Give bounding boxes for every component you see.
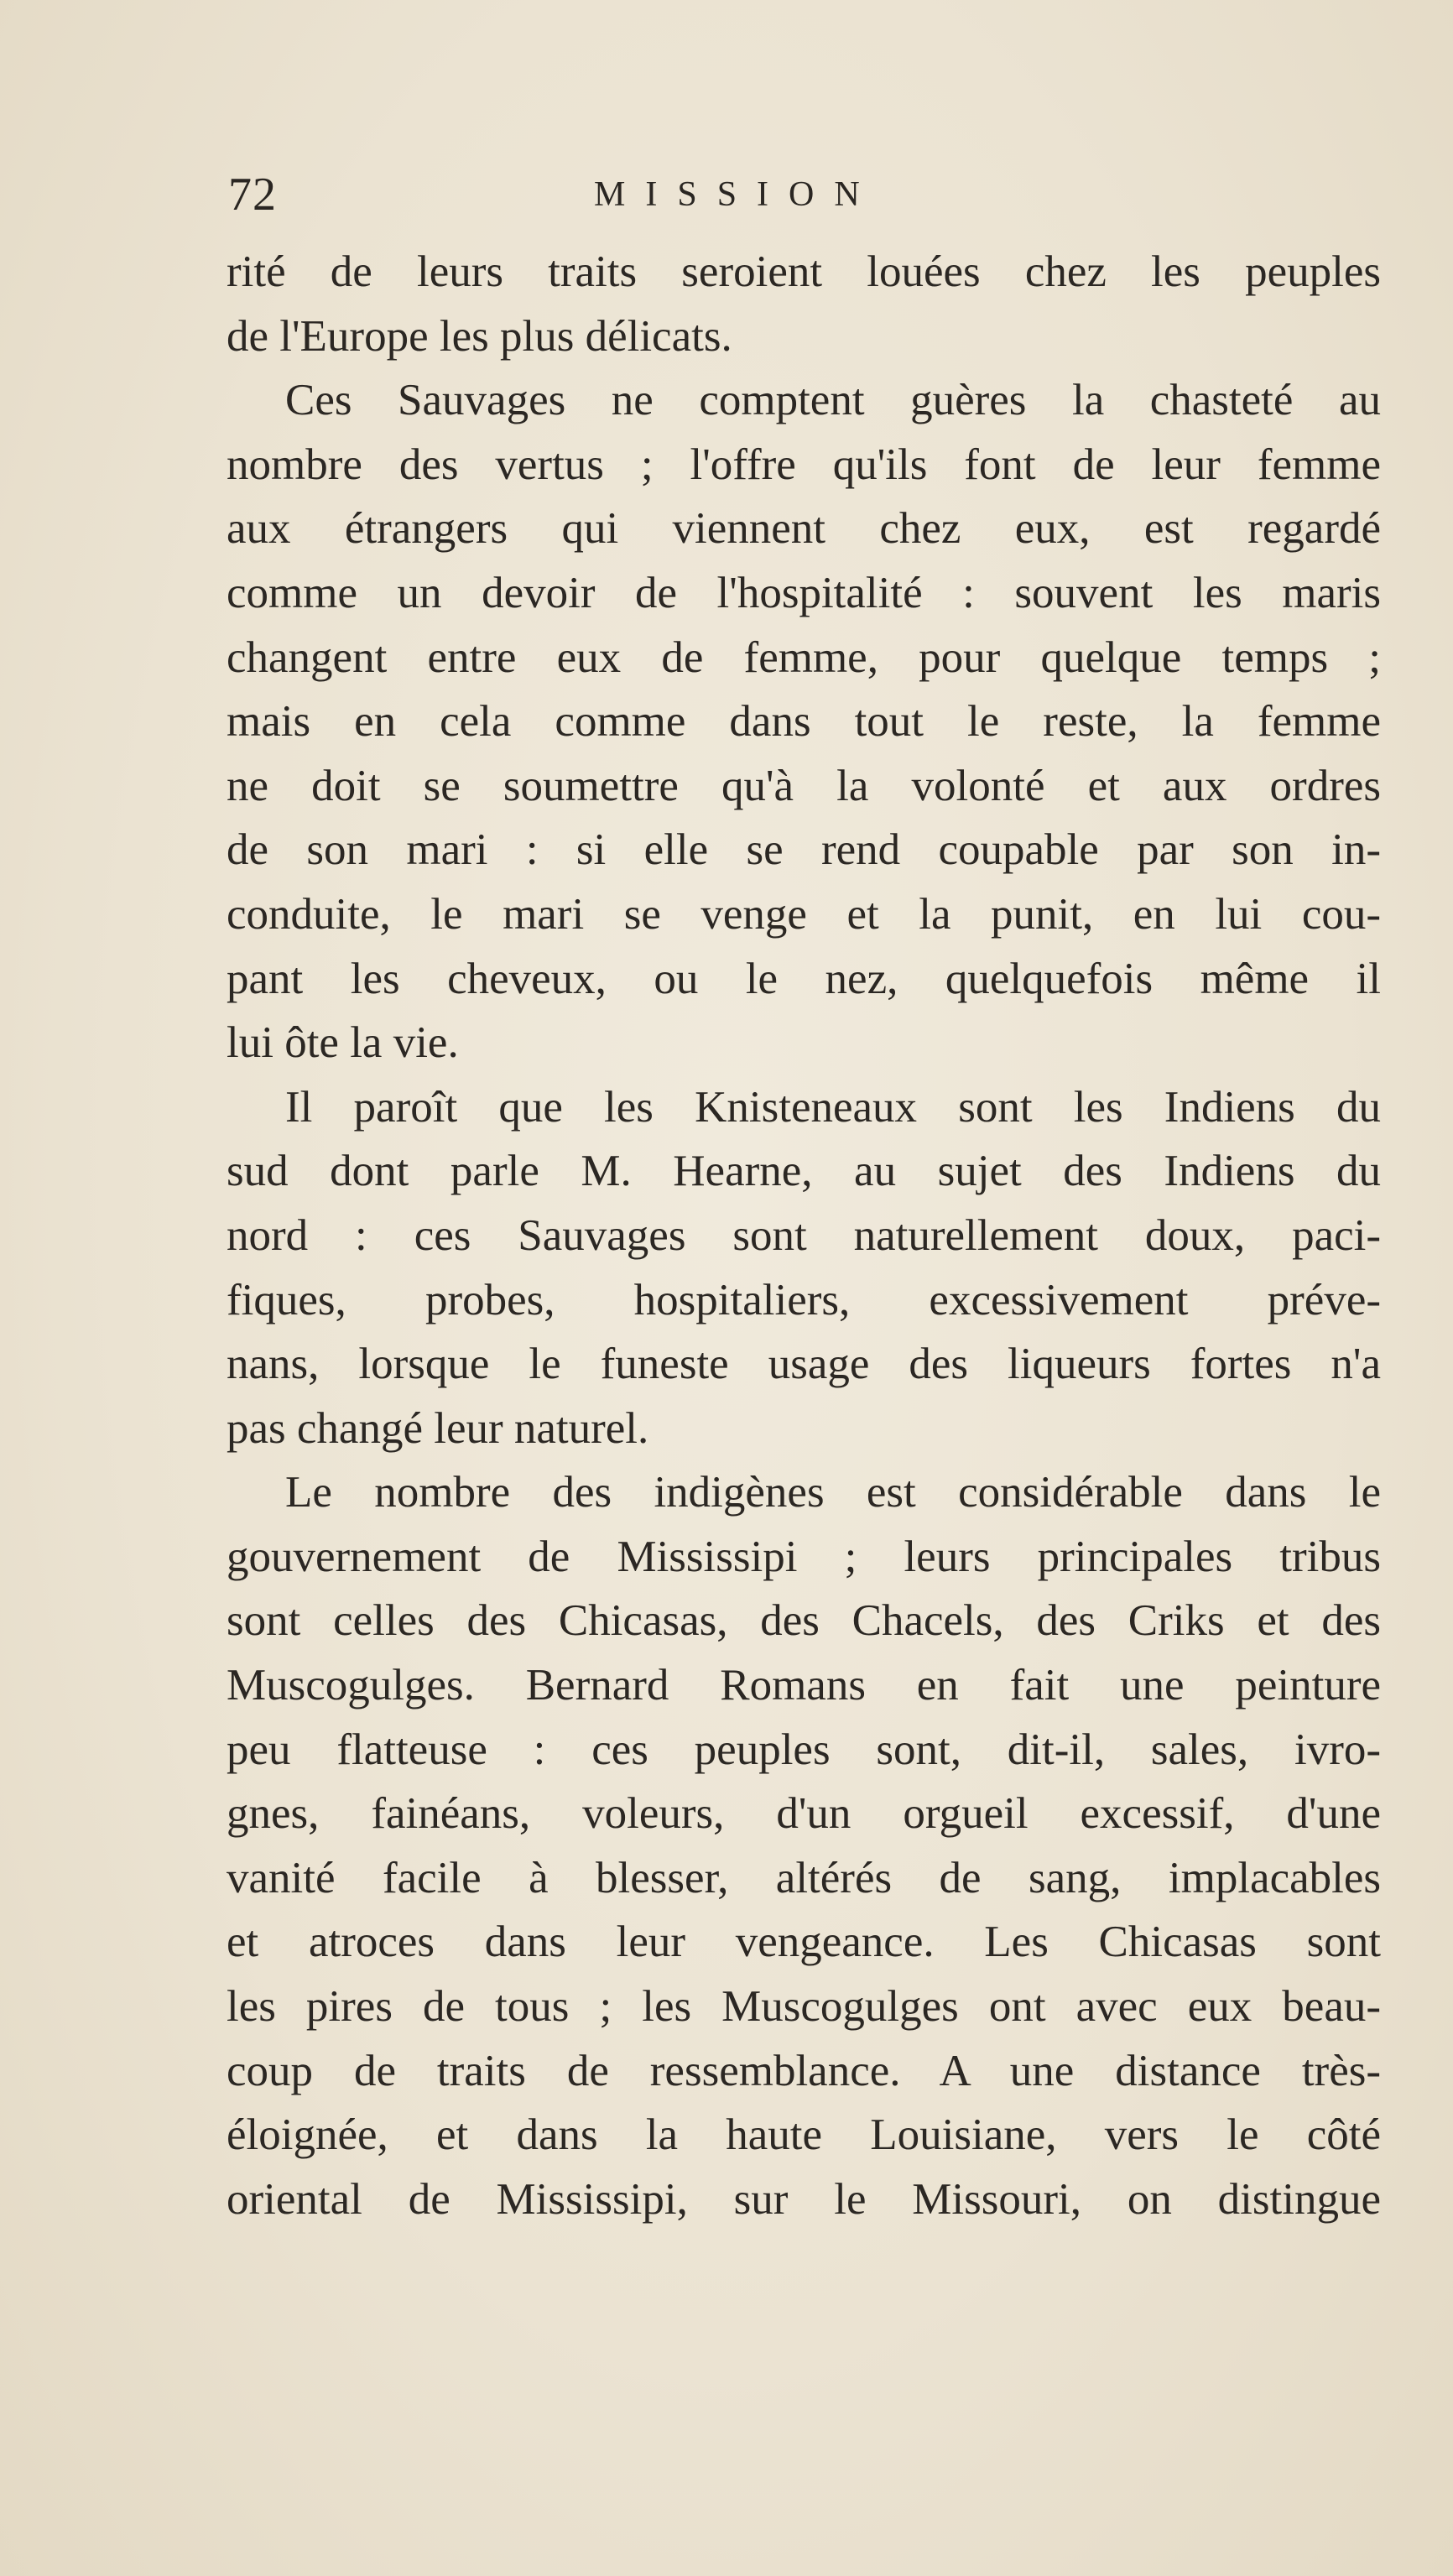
text-line: gouvernement de Mississipi ; leurs principales tribus: [227, 1532, 1381, 1581]
text-line: comme un devoir de l'hospitalité : souvent les maris: [227, 568, 1381, 617]
text-line: et atroces dans leur vengeance. Les Chicasas sont: [227, 1918, 1381, 1967]
text-line: lui ôte la vie.: [227, 1018, 459, 1068]
text-line: peu flatteuse : ces peuples sont, dit-il, sales, ivro-: [227, 1725, 1381, 1774]
text-line: oriental de Mississipi, sur le Missouri, on distingue: [227, 2174, 1381, 2224]
text-line: de l'Europe les plus délicats.: [227, 311, 732, 361]
text-line: pas changé leur naturel.: [227, 1403, 649, 1453]
text-line: pant les cheveux, ou le nez, quelquefois même il: [227, 954, 1381, 1003]
running-head: MISSION: [594, 175, 880, 214]
text-line: changent entre eux de femme, pour quelque temps ;: [227, 632, 1381, 682]
text-line: vanité facile à blesser, altérés de sang, implacables: [227, 1853, 1381, 1902]
text-line: de son mari : si elle se rend coupable par son in-: [227, 825, 1381, 875]
text-line: sont celles des Chicasas, des Chacels, des Criks et des: [227, 1596, 1381, 1646]
text-line: nord : ces Sauvages sont naturellement doux, paci-: [227, 1210, 1381, 1260]
text-line: Le nombre des indigènes est considérable dans le: [285, 1468, 1381, 1517]
text-line: ne doit se soumettre qu'à la volonté et aux ordres: [227, 761, 1381, 810]
page-number: 72: [228, 169, 277, 221]
text-line: rité de leurs traits seroient louées chez les peuples: [227, 247, 1381, 296]
text-line: sud dont parle M. Hearne, au sujet des Indiens du: [227, 1147, 1381, 1196]
text-line: Muscogulges. Bernard Romans en fait une peinture: [227, 1661, 1381, 1710]
text-line: gnes, fainéans, voleurs, d'un orgueil excessif, d'une: [227, 1789, 1381, 1839]
text-line: conduite, le mari se venge et la punit, en lui cou-: [227, 889, 1381, 939]
text-line: coup de traits de ressemblance. A une distance très-: [227, 2046, 1381, 2095]
page-header: [0, 161, 1453, 228]
text-line: Ces Sauvages ne comptent guères la chasteté au: [285, 376, 1381, 425]
text-line: fiques, probes, hospitaliers, excessivement préve-: [227, 1275, 1381, 1324]
text-line: Il paroît que les Knisteneaux sont les Indiens du: [285, 1082, 1381, 1132]
text-line: mais en cela comme dans tout le reste, la femme: [227, 697, 1381, 747]
text-line: nans, lorsque le funeste usage des liqueurs fortes n'a: [227, 1340, 1381, 1389]
text-line: aux étrangers qui viennent chez eux, est regardé: [227, 504, 1381, 554]
body-text: [227, 240, 1381, 2231]
text-line: les pires de tous ; les Muscogulges ont avec eux beau-: [227, 1982, 1381, 2032]
text-line: éloignée, et dans la haute Louisiane, vers le côté: [227, 2110, 1381, 2160]
text-line: nombre des vertus ; l'offre qu'ils font de leur femme: [227, 440, 1381, 489]
